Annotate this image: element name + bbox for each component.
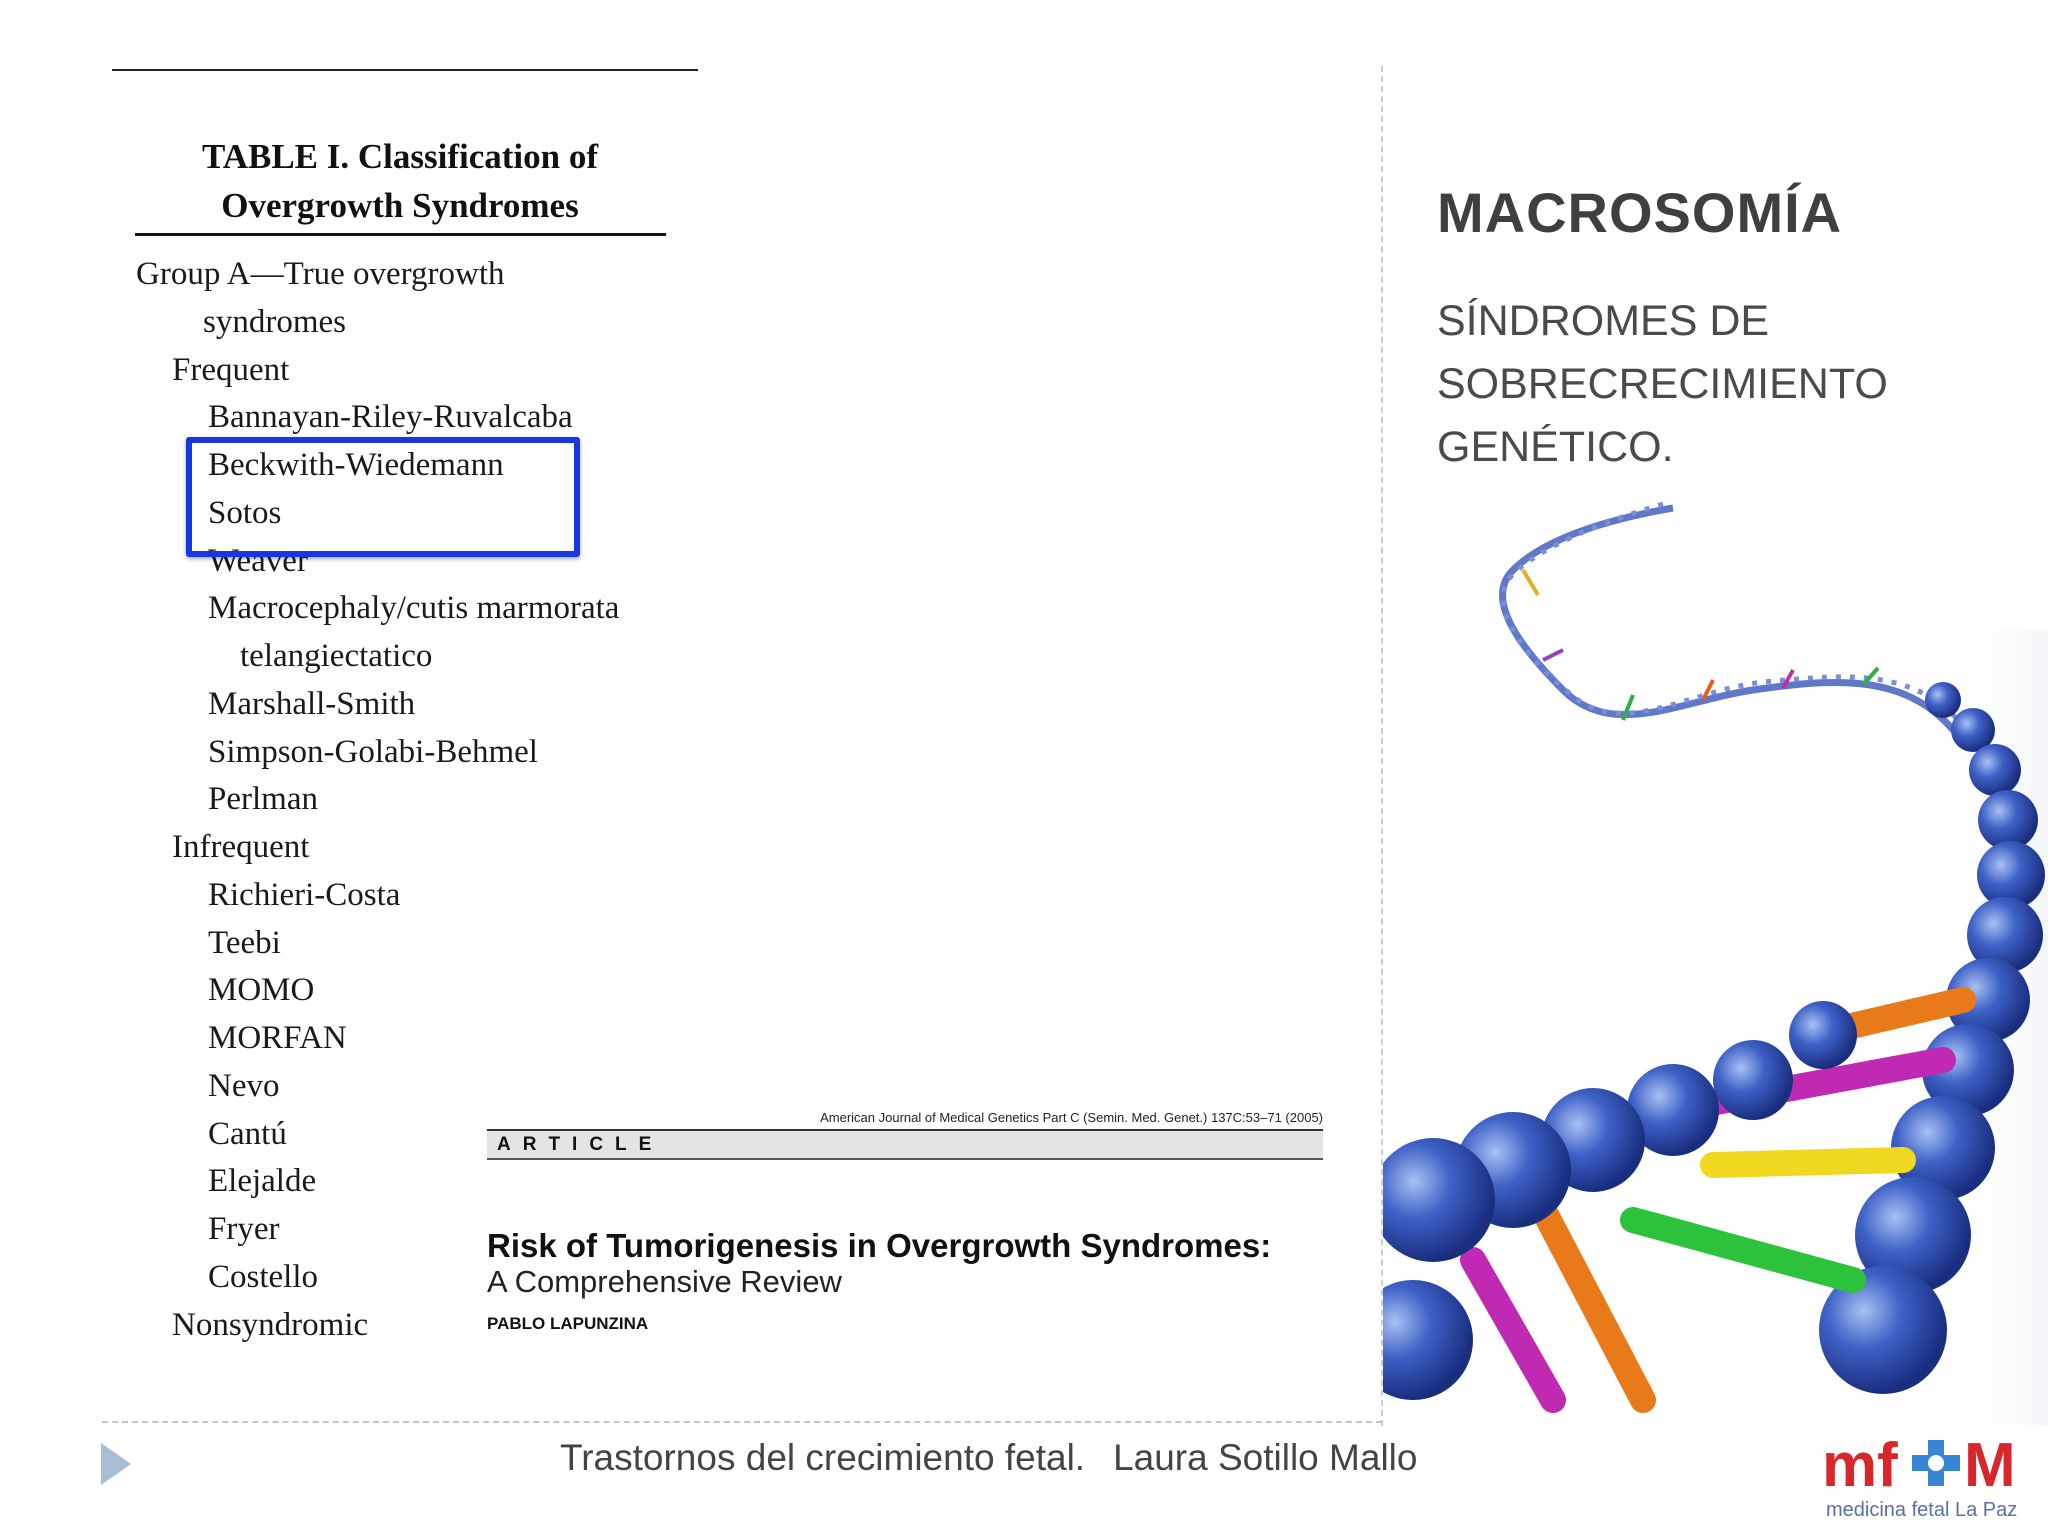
slide-subheading	[1437, 290, 1888, 479]
table-row: Simpson-Golabi-Behmel	[208, 734, 538, 770]
top-rule	[112, 69, 698, 71]
logo-label: medicina fetal La Paz	[1826, 1499, 2018, 1521]
slide-heading: MACROSOMÍA	[1437, 181, 1843, 244]
article-title: Risk of Tumorigenesis in Overgrowth Syndromes:	[487, 1227, 1272, 1264]
table-row: Teebi	[208, 925, 281, 961]
table-row: Nevo	[208, 1068, 280, 1104]
table-title-line2: Overgrowth Syndromes	[221, 186, 579, 225]
table-row: Bannayan-Riley-Ruvalcaba	[208, 399, 573, 435]
dna-helix-image	[1383, 500, 2048, 1425]
svg-text:M: M	[1964, 1431, 2016, 1500]
play-arrow-icon	[101, 1443, 131, 1485]
mfm-logo-icon	[1822, 1422, 2032, 1506]
table-row: Richieri-Costa	[208, 877, 401, 913]
horizontal-divider	[102, 1421, 1382, 1423]
table-row: MORFAN	[208, 1020, 347, 1056]
table-row: Cantú	[208, 1116, 287, 1152]
table-row: Frequent	[172, 352, 290, 388]
footer-course: Trastornos del crecimiento fetal.	[560, 1437, 1086, 1478]
table-row: Elejalde	[208, 1163, 317, 1199]
table-row: Group A—True overgrowth	[136, 256, 505, 292]
article-label: ARTICLE	[497, 1134, 664, 1155]
table-row: Sotos	[208, 495, 282, 531]
title-rule	[135, 233, 666, 236]
table-row: Macrocephaly/cutis marmorata	[208, 590, 620, 626]
table-row: Infrequent	[172, 829, 310, 865]
table-title-line1: TABLE I. Classification of	[201, 137, 599, 176]
svg-text:mf: mf	[1822, 1431, 1898, 1500]
subheading-line3: GENÉTICO.	[1437, 423, 1674, 471]
table-row: Marshall-Smith	[208, 686, 416, 722]
table-row: Beckwith-Wiedemann	[208, 447, 504, 483]
journal-citation: American Journal of Medical Genetics Part C (Semin. Med. Genet.) 137C:53–71 (2005)	[820, 1110, 1323, 1125]
footer-author: Laura Sotillo Mallo	[1113, 1437, 1418, 1478]
table-row: MOMO	[208, 972, 315, 1008]
article-author: PABLO LAPUNZINA	[487, 1314, 649, 1333]
highlight-box	[186, 437, 580, 557]
article-subtitle: A Comprehensive Review	[487, 1264, 842, 1299]
table-row: syndromes	[203, 304, 346, 340]
table-row: Perlman	[208, 781, 318, 817]
table-row: Nonsyndromic	[172, 1307, 369, 1343]
table-row: telangiectatico	[240, 638, 433, 674]
table-title	[135, 132, 665, 230]
subheading-line1: SÍNDROMES DE	[1437, 297, 1770, 345]
table-row: Fryer	[208, 1211, 280, 1247]
table-row: Costello	[208, 1259, 319, 1295]
footer-text	[560, 1437, 1417, 1479]
subheading-line2: SOBRECRECIMIENTO	[1437, 360, 1888, 408]
article-bar	[487, 1129, 1323, 1160]
table-row: Weaver	[208, 543, 308, 579]
